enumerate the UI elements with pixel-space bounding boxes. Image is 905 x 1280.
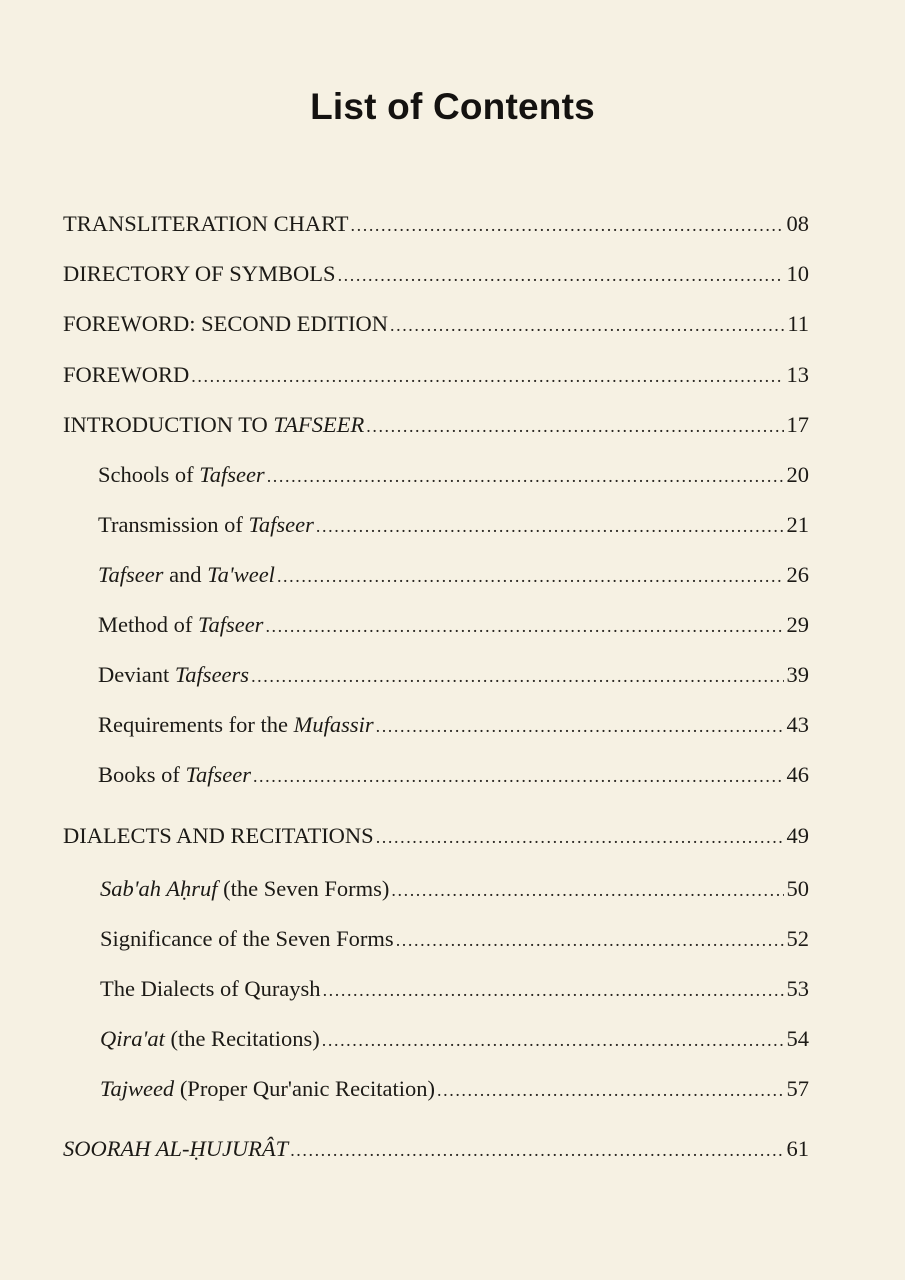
- toc-entry-text: Significance of the Seven Forms: [100, 926, 394, 951]
- toc-entry-text: FOREWORD: [63, 362, 190, 387]
- dot-leader: [391, 876, 783, 904]
- dot-leader: [396, 926, 784, 954]
- toc-entry-italic-text: Tafseer: [98, 562, 164, 587]
- toc-entry-label: [100, 1075, 435, 1103]
- toc-entry-text: (the Seven Forms): [217, 876, 390, 901]
- toc-entry: [63, 411, 809, 440]
- dot-leader: [191, 362, 783, 390]
- toc-entry-text: (the Recitations): [164, 1026, 320, 1051]
- toc-entry-italic-text: Mufassir: [293, 712, 374, 737]
- toc-entry: [98, 511, 809, 540]
- toc-page-number: 11: [787, 311, 809, 336]
- toc-entry-text: The Dialects of Quraysh: [100, 976, 321, 1001]
- toc-entry-label: [100, 1025, 320, 1053]
- toc-entry-italic-text: Tajweed: [100, 1076, 175, 1101]
- toc-entry-text: Deviant: [98, 662, 175, 687]
- toc-page-number: 13: [786, 362, 809, 387]
- toc-entry: [100, 975, 809, 1004]
- toc-entry: [98, 561, 809, 590]
- toc-entry-text: Requirements for the: [98, 712, 294, 737]
- toc-entry-label: [98, 611, 263, 639]
- toc-page-number: 53: [786, 976, 809, 1001]
- toc-entry-label: [98, 561, 275, 589]
- toc-entry-label: [63, 361, 189, 389]
- toc-entry: [63, 361, 809, 390]
- toc-page-number: 57: [786, 1076, 809, 1101]
- toc-entry-italic-text: TAFSEER: [273, 412, 365, 437]
- toc-entry-italic-text: SOORAH AL-ḤUJURÂT: [63, 1136, 289, 1161]
- dot-leader: [267, 462, 784, 490]
- toc-page-number: 20: [786, 462, 809, 487]
- toc-page-number: 26: [786, 562, 809, 587]
- toc-entry-text: Transmission of: [98, 512, 249, 537]
- toc-page-number: 52: [786, 926, 809, 951]
- toc-entry: [98, 461, 809, 490]
- toc-page-number: 49: [786, 823, 809, 848]
- toc-entry-label: [63, 260, 336, 288]
- dot-leader: [366, 412, 783, 440]
- toc-page-number: 17: [786, 412, 809, 437]
- dot-leader: [251, 662, 783, 690]
- toc-entry-label: [63, 411, 364, 439]
- dot-leader: [277, 562, 784, 590]
- dot-leader: [338, 261, 784, 289]
- toc-entry-label: [63, 210, 349, 238]
- toc-entry-label: [100, 975, 321, 1003]
- toc-page-number: 43: [786, 712, 809, 737]
- toc-entry: [63, 822, 809, 851]
- dot-leader: [351, 211, 784, 239]
- dot-leader: [265, 612, 783, 640]
- toc-entry-label: [98, 661, 249, 689]
- toc-entry-label: [100, 875, 389, 903]
- toc-entry-label: [98, 761, 251, 789]
- toc-entry: [63, 1135, 809, 1164]
- toc-entry-text: Schools of: [98, 462, 200, 487]
- dot-leader: [376, 712, 784, 740]
- toc-entry-label: [98, 461, 265, 489]
- toc-entry: [98, 661, 809, 690]
- toc-entry-text: Method of: [98, 612, 198, 637]
- toc-entry-italic-text: Tafseer: [248, 512, 314, 537]
- toc-entry-italic-text: Sab'ah Aḥruf: [100, 876, 218, 901]
- toc-page-number: 21: [786, 512, 809, 537]
- toc-entry-label: [63, 822, 374, 850]
- dot-leader: [437, 1076, 783, 1104]
- toc-page-number: 61: [786, 1136, 809, 1161]
- toc-entry-label: [63, 1135, 288, 1163]
- toc-page-number: 08: [786, 211, 809, 236]
- toc-entry-text: TRANSLITERATION CHART: [63, 211, 349, 236]
- toc-page-number: 39: [786, 662, 809, 687]
- toc-entry-label: [98, 711, 374, 739]
- toc-entry: [98, 611, 809, 640]
- toc-entry: [63, 210, 809, 239]
- toc-page-number: 10: [786, 261, 809, 286]
- toc-entry: [63, 260, 809, 289]
- toc-entry: [100, 1025, 809, 1054]
- page-title: List of Contents: [310, 86, 595, 127]
- dot-leader: [316, 512, 784, 540]
- toc-entry-italic-text: Qira'at: [100, 1026, 165, 1051]
- dot-leader: [323, 976, 784, 1004]
- toc-entry-text: FOREWORD: SECOND EDITION: [63, 311, 388, 336]
- toc-page-number: 29: [786, 612, 809, 637]
- toc-entry-italic-text: Ta'weel: [207, 562, 275, 587]
- dot-leader: [253, 762, 784, 790]
- toc-page-number: 50: [786, 876, 809, 901]
- toc-entry: [100, 925, 809, 954]
- toc-entry-text: Books of: [98, 762, 186, 787]
- dot-leader: [390, 311, 784, 339]
- dot-leader: [376, 823, 784, 851]
- toc-entry-label: [63, 310, 388, 338]
- toc-entry-text: DIRECTORY OF SYMBOLS: [63, 261, 336, 286]
- toc-entry-italic-text: Tafseer: [185, 762, 251, 787]
- toc-entry-italic-text: Tafseer: [198, 612, 264, 637]
- toc-entry-label: [100, 925, 394, 953]
- toc-entry-label: [98, 511, 314, 539]
- toc-entry-text: and: [163, 562, 208, 587]
- toc-entry: [100, 1075, 809, 1104]
- dot-leader: [322, 1026, 784, 1054]
- toc-entry-italic-text: Tafseer: [199, 462, 265, 487]
- toc-entry: [98, 761, 809, 790]
- toc-page-number: 54: [786, 1026, 809, 1051]
- toc-entry-text: INTRODUCTION TO: [63, 412, 274, 437]
- toc-entry-text: (Proper Qur'anic Recitation): [174, 1076, 436, 1101]
- toc-entry: [98, 711, 809, 740]
- toc-entry: [100, 875, 809, 904]
- toc-page-number: 46: [786, 762, 809, 787]
- dot-leader: [290, 1136, 783, 1164]
- toc-entry-italic-text: Tafseers: [174, 662, 250, 687]
- toc-entry-text: DIALECTS AND RECITATIONS: [63, 823, 374, 848]
- toc-entry: [63, 310, 809, 339]
